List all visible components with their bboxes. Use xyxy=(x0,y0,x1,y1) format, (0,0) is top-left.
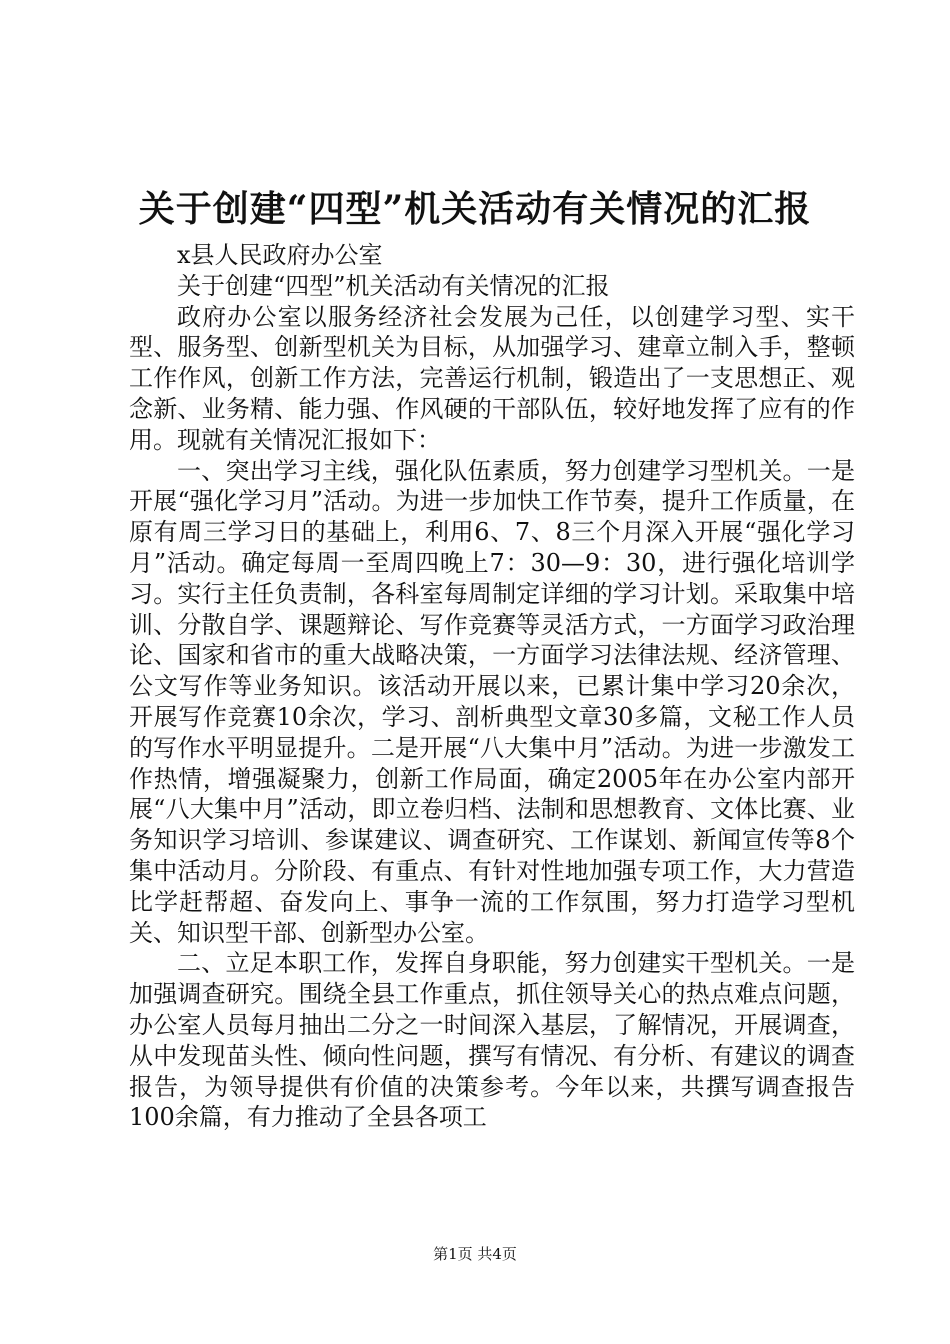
document-title: 关于创建“四型”机关活动有关情况的汇报 xyxy=(138,188,812,230)
subtitle-line: 关于创建“四型”机关活动有关情况的汇报 xyxy=(177,271,610,300)
page-number-footer: 第1页 共4页 xyxy=(433,1245,517,1263)
issuer-line: x县人民政府办公室 xyxy=(177,241,383,269)
intro-paragraph: 政府办公室以服务经济社会发展为己任，以创建学习型、实干型、服务型、创新型机关为目标，从加强学习、建章立制入手，整顿工作作风，创新工作方法，完善运行机制，锻造出了一支思想正、观念新、业务精、能力强、作风硬的干部队伍，较好地发挥了应有的作用。现就有关情况汇报如下： xyxy=(129,302,855,454)
section-one-paragraph: 一、突出学习主线，强化队伍素质，努力创建学习型机关。一是开展“强化学习月”活动。为进一步加快工作节奏，提升工作质量，在原有周三学习日的基础上，利用6、7、8三个月深入开展“强化学习月”活动。确定每周一至周四晚上7：30—9：30，进行强化培训学习。实行主任负责制，各科室每周制定详细的学习计划。采取集中培训、分散自学、课题辩论、写作竞赛等灵活方式，一方面学习政治理论、国家和省市的重大战略决策，一方面学习法律法规、经济管理、公文写作等业务知识。该活动开展以来，已累计集中学习20余次，开展写作竞赛10余次，学习、剖析典型文章30多篇，文秘工作人员的写作水平明显提升。二是开展“八大集中月”活动。为进一步激发工作热情，增强凝聚力，创新工作局面，确定2005年在办公室内部开展“八大集中月”活动，即立卷归档、法制和思想教育、文体比赛、业务知识学习培训、参谋建议、调查研究、工作谋划、新闻宣传等8个集中活动月。分阶段、有重点、有针对性地加强专项工作，大力营造比学赶帮超、奋发向上、事争一流的工作氛围，努力打造学习型机关、知识型干部、创新型办公室。 xyxy=(129,456,855,947)
document-body xyxy=(129,240,855,1133)
section-two-paragraph: 二、立足本职工作，发挥自身职能，努力创建实干型机关。一是加强调查研究。围绕全县工作重点，抓住领导关心的热点难点问题，办公室人员每月抽出二分之一时间深入基层，了解情况，开展调查，从中发现苗头性、倾向性问题，撰写有情况、有分析、有建议的调查报告，为领导提供有价值的决策参考。今年以来，共撰写调查报告100余篇，有力推动了全县各项工 xyxy=(129,949,855,1132)
